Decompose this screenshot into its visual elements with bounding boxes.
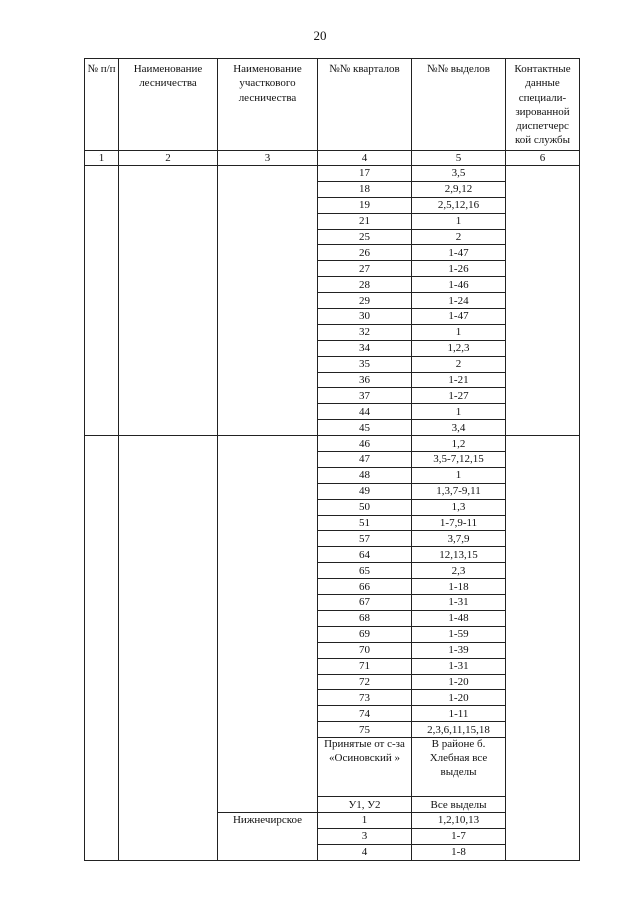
section-cell: 1	[412, 213, 506, 229]
quarter-cell: 25	[318, 229, 412, 245]
quarter-cell: У1, У2	[318, 797, 412, 813]
section-cell: 1,3	[412, 499, 506, 515]
quarter-cell: 64	[318, 547, 412, 563]
quarter-cell: 67	[318, 595, 412, 611]
section-cell: В районе б. Хлебная все выделы	[412, 738, 506, 797]
column-number-row	[85, 151, 580, 166]
section-cell: 1,2,3	[412, 340, 506, 356]
quarter-cell: 50	[318, 499, 412, 515]
quarter-cell: 30	[318, 309, 412, 325]
quarter-cell: 49	[318, 483, 412, 499]
section-cell: 2	[412, 229, 506, 245]
quarter-cell: Принятые от с-за «Осиновский »	[318, 738, 412, 797]
quarter-cell: 46	[318, 436, 412, 452]
header-cell: № п/п	[85, 59, 119, 151]
quarter-cell: 27	[318, 261, 412, 277]
section-cell: 1-11	[412, 706, 506, 722]
section-cell: 1	[412, 467, 506, 483]
section-cell: Все выделы	[412, 797, 506, 813]
section-cell: 1-20	[412, 690, 506, 706]
quarter-cell: 57	[318, 531, 412, 547]
quarter-cell: 18	[318, 181, 412, 197]
quarter-cell: 45	[318, 420, 412, 436]
section-cell: 1-7	[412, 828, 506, 844]
subforestry-cell	[218, 166, 318, 436]
quarter-cell: 71	[318, 658, 412, 674]
section-cell: 1,3,7-9,11	[412, 483, 506, 499]
quarter-cell: 3	[318, 828, 412, 844]
section-cell: 2,3,6,11,15,18	[412, 722, 506, 738]
quarter-cell: 68	[318, 610, 412, 626]
quarter-cell: 32	[318, 324, 412, 340]
section-cell: 3,5-7,12,15	[412, 452, 506, 468]
quarter-cell: 26	[318, 245, 412, 261]
column-number: 6	[506, 151, 580, 166]
section-cell: 1-20	[412, 674, 506, 690]
column-number: 2	[119, 151, 218, 166]
quarter-cell: 75	[318, 722, 412, 738]
section-cell: 3,5	[412, 166, 506, 182]
section-cell: 1-47	[412, 309, 506, 325]
section-cell: 3,4	[412, 420, 506, 436]
section-cell: 1,2,10,13	[412, 812, 506, 828]
section-cell: 1-8	[412, 844, 506, 860]
section-cell: 1-27	[412, 388, 506, 404]
quarter-cell: 19	[318, 197, 412, 213]
table-row	[85, 436, 580, 452]
quarter-cell: 69	[318, 626, 412, 642]
quarter-cell: 36	[318, 372, 412, 388]
column-number: 4	[318, 151, 412, 166]
quarter-cell: 21	[318, 213, 412, 229]
section-cell: 1-31	[412, 658, 506, 674]
section-cell: 1-7,9-11	[412, 515, 506, 531]
subforestry-cell: Нижнечирское	[218, 812, 318, 860]
column-number: 1	[85, 151, 119, 166]
quarter-cell: 65	[318, 563, 412, 579]
table-row	[85, 166, 580, 182]
quarter-cell: 48	[318, 467, 412, 483]
section-cell: 1-31	[412, 595, 506, 611]
section-cell: 1-39	[412, 642, 506, 658]
header-cell: Контактные данные специали- зированной диспетчерс кой службы	[506, 59, 580, 151]
page-number: 20	[313, 28, 327, 43]
quarter-cell: 34	[318, 340, 412, 356]
quarter-cell: 72	[318, 674, 412, 690]
subforestry-cell	[218, 436, 318, 813]
number-cell	[85, 436, 119, 860]
header-cell: №№ выделов	[412, 59, 506, 151]
column-number: 5	[412, 151, 506, 166]
quarter-cell: 73	[318, 690, 412, 706]
section-cell: 1-59	[412, 626, 506, 642]
section-cell: 1	[412, 324, 506, 340]
section-cell: 1-24	[412, 293, 506, 309]
header-cell: №№ кварталов	[318, 59, 412, 151]
column-number: 3	[218, 151, 318, 166]
table-body	[85, 166, 580, 861]
section-cell: 2,3	[412, 563, 506, 579]
quarter-cell: 17	[318, 166, 412, 182]
section-cell: 3,7,9	[412, 531, 506, 547]
quarter-cell: 44	[318, 404, 412, 420]
section-cell: 12,13,15	[412, 547, 506, 563]
quarter-cell: 51	[318, 515, 412, 531]
forestry-table	[84, 58, 580, 861]
header-row	[85, 59, 580, 151]
section-cell: 1-48	[412, 610, 506, 626]
section-cell: 1-21	[412, 372, 506, 388]
section-cell: 1-46	[412, 277, 506, 293]
section-cell: 2,5,12,16	[412, 197, 506, 213]
forestry-cell	[119, 436, 218, 860]
contact-cell	[506, 436, 580, 860]
quarter-cell: 1	[318, 812, 412, 828]
forestry-cell	[119, 166, 218, 436]
section-cell: 1	[412, 404, 506, 420]
section-cell: 1,2	[412, 436, 506, 452]
quarter-cell: 66	[318, 579, 412, 595]
header-cell: Наименование лесничества	[119, 59, 218, 151]
section-cell: 2	[412, 356, 506, 372]
section-cell: 1-47	[412, 245, 506, 261]
section-cell: 1-26	[412, 261, 506, 277]
quarter-cell: 28	[318, 277, 412, 293]
section-cell: 1-18	[412, 579, 506, 595]
quarter-cell: 29	[318, 293, 412, 309]
section-cell: 2,9,12	[412, 181, 506, 197]
number-cell	[85, 166, 119, 436]
quarter-cell: 74	[318, 706, 412, 722]
quarter-cell: 37	[318, 388, 412, 404]
quarter-cell: 47	[318, 452, 412, 468]
quarter-cell: 4	[318, 844, 412, 860]
header-cell: Наименование участкового лесничества	[218, 59, 318, 151]
quarter-cell: 70	[318, 642, 412, 658]
quarter-cell: 35	[318, 356, 412, 372]
contact-cell	[506, 166, 580, 436]
